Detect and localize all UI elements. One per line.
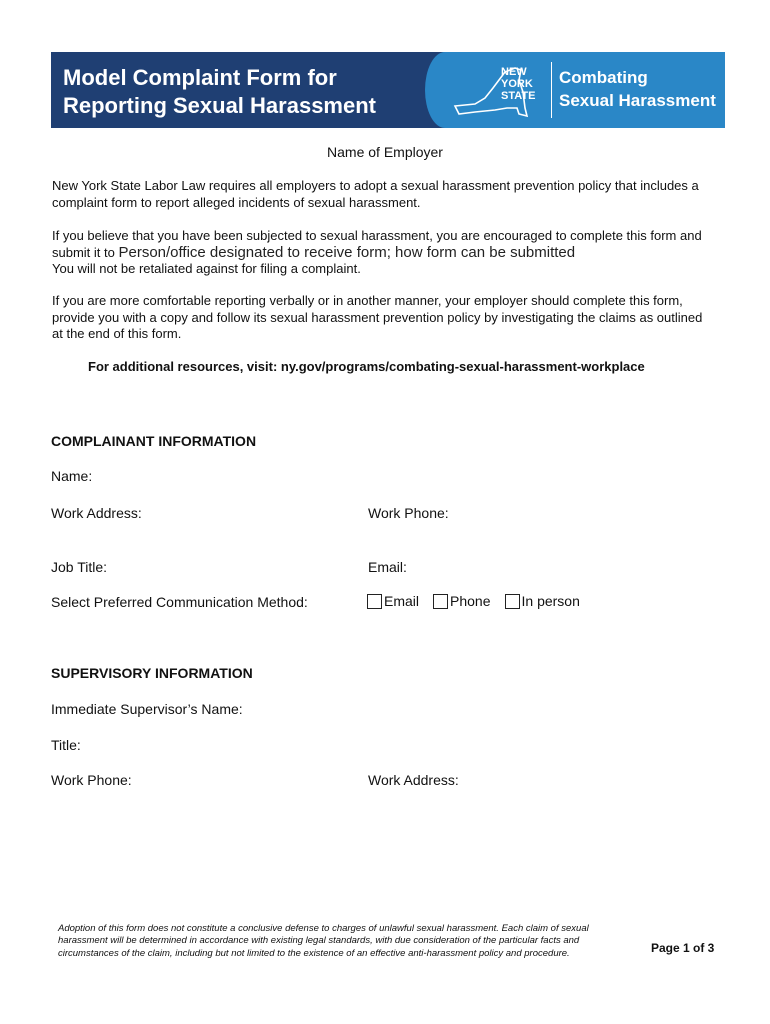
title-line-2: Reporting Sexual Harassment [63, 93, 376, 118]
submission-contact-field[interactable]: Person/office designated to receive form; how form can be submitted [118, 243, 576, 261]
logo-divider [551, 62, 552, 118]
supervisor-work-phone-label: Work Phone: [51, 772, 132, 788]
email-label: Email: [368, 559, 407, 575]
phone-checkbox[interactable] [433, 594, 448, 609]
page-number: Page 1 of 3 [651, 941, 715, 955]
logo-line-3: STATE [501, 90, 536, 102]
logo-line-2: YORK [501, 78, 533, 90]
intro-paragraph-3: If you are more comfortable reporting verbally or in another manner, your employer should complete this form, provide you with a copy and follow its sexual harassment prevention policy by investigating the claims as outlined at the end of this form. [52, 293, 703, 341]
resources-link[interactable]: For additional resources, visit: ny.gov/programs/combating-sexual-harassment-workplace [88, 359, 645, 374]
option-in-person-label: In person [521, 593, 580, 609]
option-email[interactable] [367, 593, 419, 609]
in-person-checkbox[interactable] [505, 594, 520, 609]
option-phone-label: Phone [450, 593, 491, 609]
logo-line-1: NEW [501, 66, 527, 78]
email-checkbox[interactable] [367, 594, 382, 609]
complainant-work-phone-label: Work Phone: [368, 505, 449, 521]
comm-method-label: Select Preferred Communication Method: [51, 594, 308, 610]
intro-paragraph-1: New York State Labor Law requires all employers to adopt a sexual harassment prevention policy that includes a complaint form to report alleged incidents of sexual harassment. [52, 178, 699, 210]
supervisory-heading: SUPERVISORY INFORMATION [51, 665, 253, 681]
job-title-label: Job Title: [51, 559, 108, 575]
supervisor-work-address-label: Work Address: [368, 772, 459, 788]
comm-method-options [367, 593, 594, 609]
intro-p2-end: You will not be retaliated against for filing a complaint. [52, 261, 361, 276]
header-banner [51, 52, 725, 128]
form-title [63, 64, 376, 120]
option-in-person[interactable] [505, 593, 580, 609]
complainant-name-label: Name: [51, 468, 93, 484]
complainant-heading: COMPLAINANT INFORMATION [51, 433, 257, 449]
supervisor-name-label: Immediate Supervisor’s Name: [51, 701, 243, 717]
legal-disclaimer: Adoption of this form does not constitute a conclusive defense to charges of unlawful sexual harassment. Each claim of sexual harassment will be determined in accordance with existing legal standards, with due consideration of the particular facts and circumstances of the claim, including but not limited to the existence of an effective anti-harassment policy and procedure. [58, 923, 589, 959]
employer-name-label: Name of Employer [327, 144, 443, 160]
supervisor-title-label: Title: [51, 737, 81, 753]
title-line-1: Model Complaint Form for [63, 65, 337, 90]
complainant-work-address-label: Work Address: [51, 505, 142, 521]
nys-logo-text [501, 66, 535, 102]
brand-line-1: Combating [559, 68, 648, 87]
option-phone[interactable] [433, 593, 490, 609]
intro-p2-start: If you believe that you have been subjected to sexual harassment, you are encouraged to complete this form and submit it to [52, 228, 702, 260]
brand-text [559, 66, 716, 112]
brand-line-2: Sexual Harassment [559, 91, 716, 110]
option-email-label: Email [384, 593, 420, 609]
intro-paragraph-2 [52, 228, 712, 278]
